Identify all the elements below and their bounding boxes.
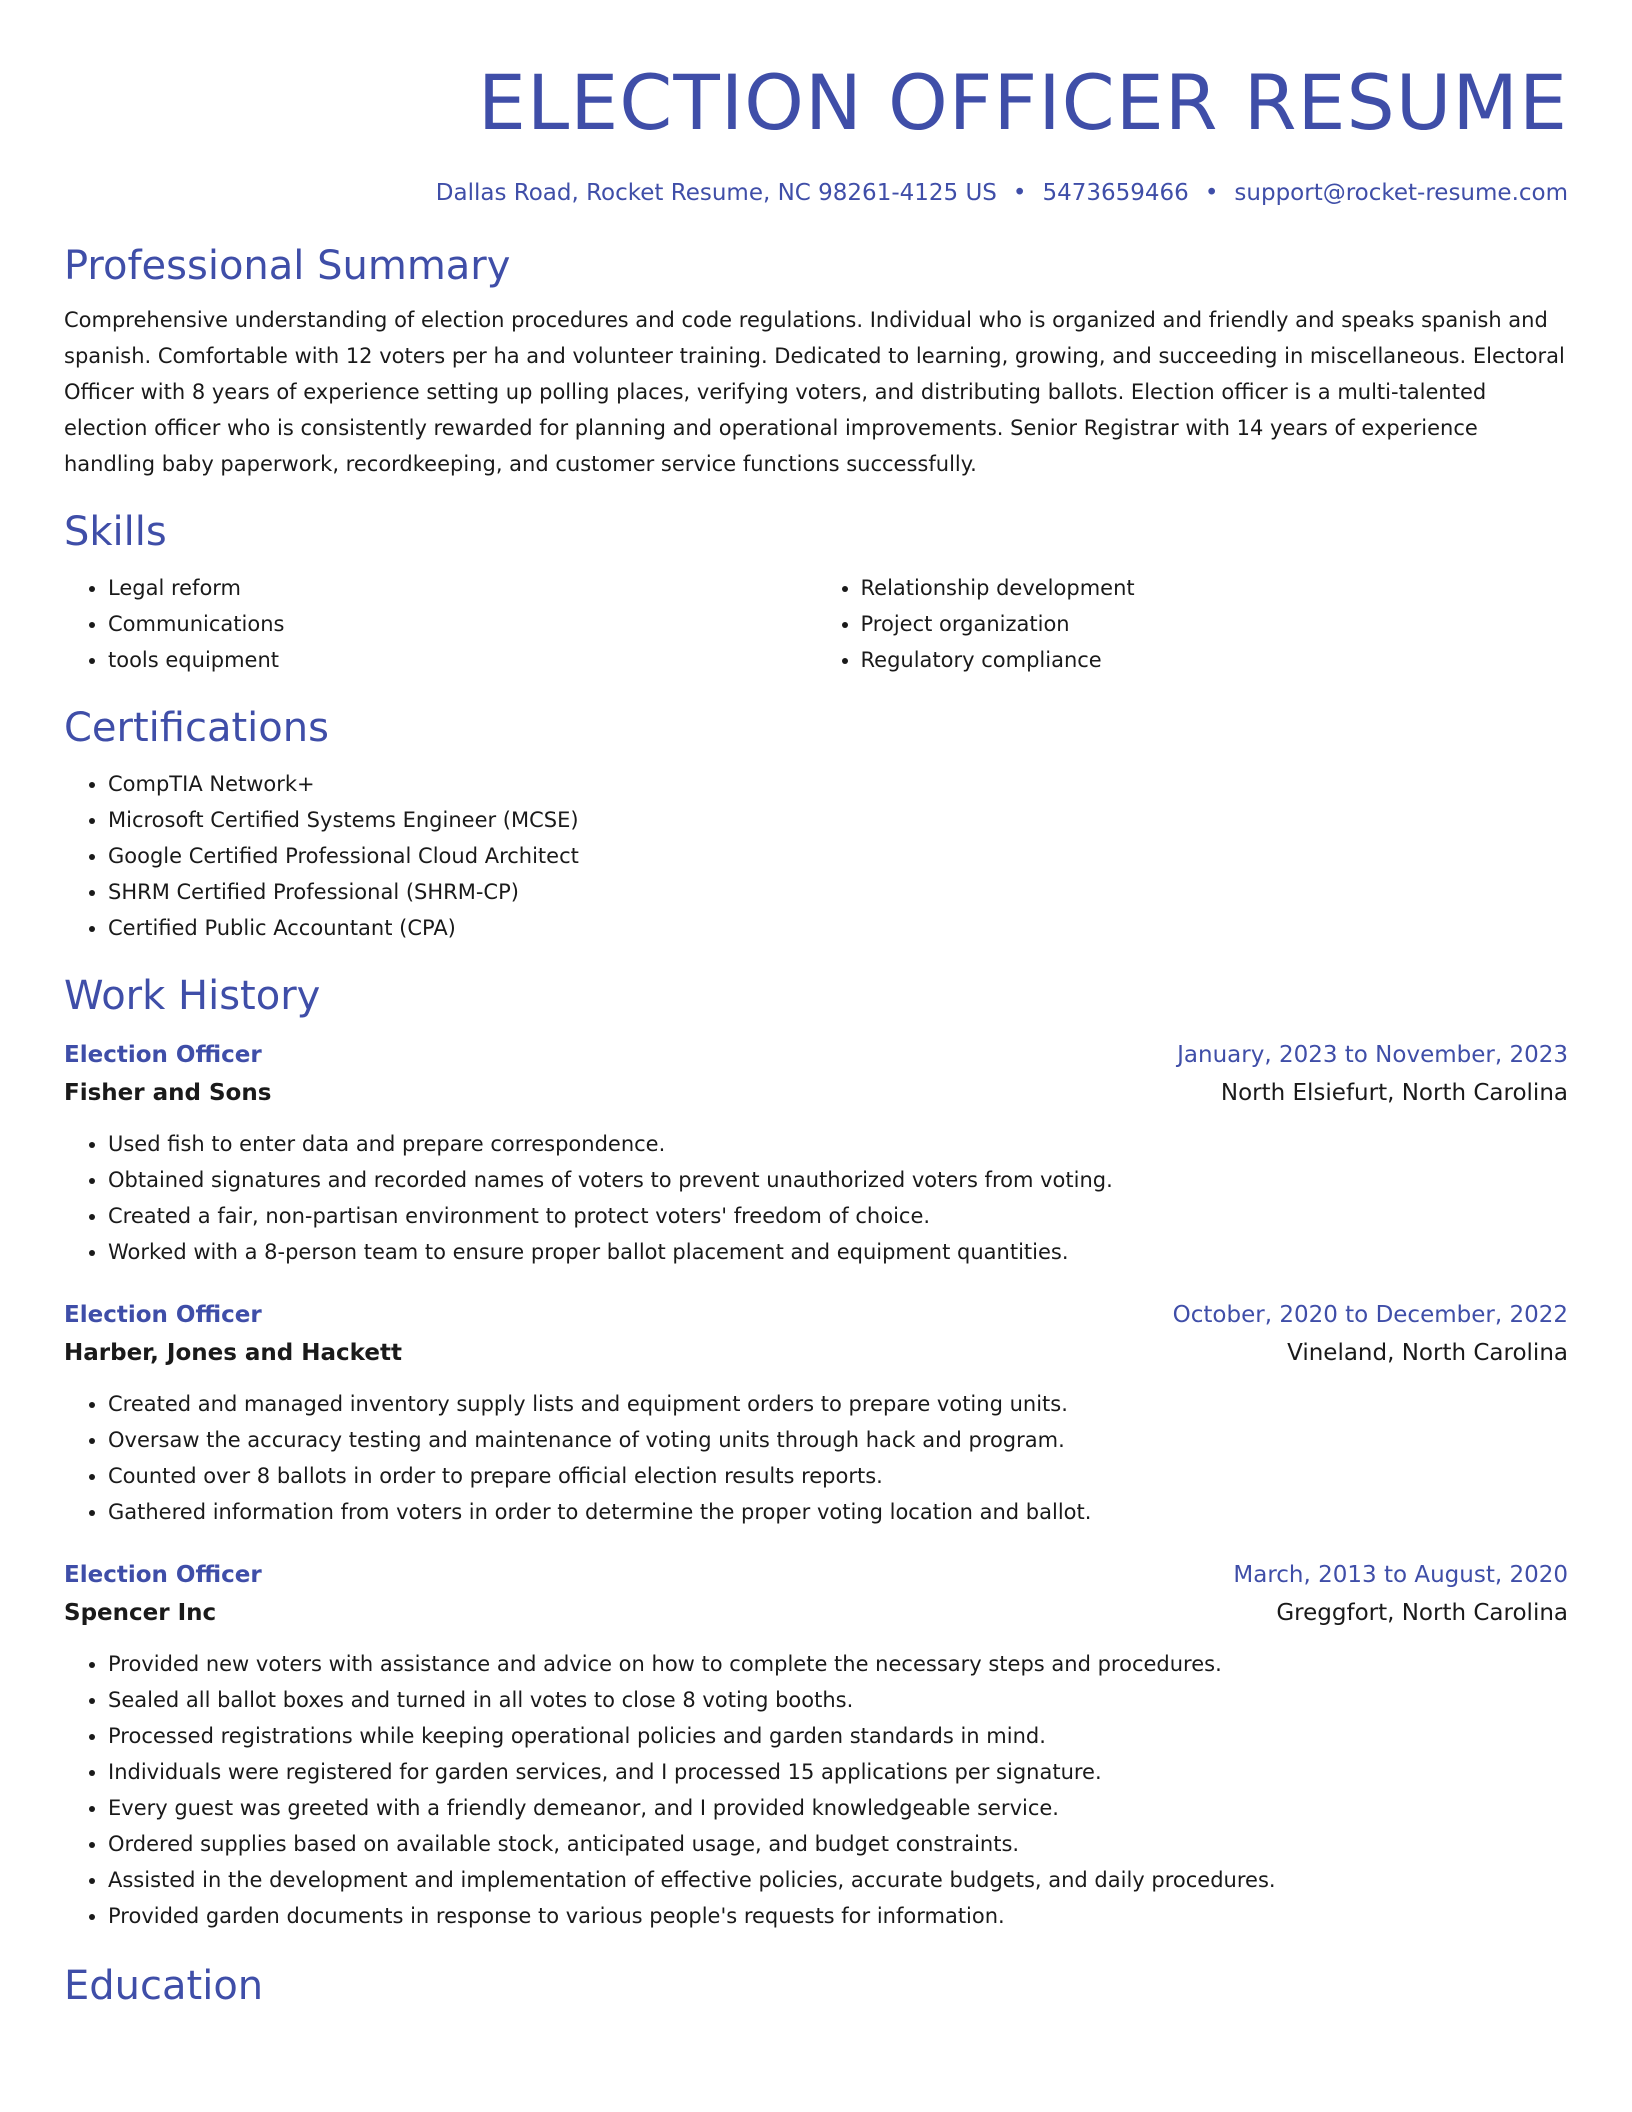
skills-section — [64, 506, 1568, 678]
certifications-list — [64, 766, 1568, 946]
job-dates: March, 2013 to August, 2020 — [1233, 1562, 1568, 1588]
skill-item: • tools equipment — [108, 642, 816, 678]
job-location: North Elsiefurt, North Carolina — [1220, 1080, 1568, 1106]
contact-separator: • — [1204, 180, 1219, 206]
job-company-row — [64, 1334, 1568, 1372]
skill-item: • Communications — [108, 606, 816, 642]
job-bullet: • Created a fair, non-partisan environment to protect voters' freedom of choice. — [108, 1198, 1568, 1234]
certification-item: • Google Certified Professional Cloud Architect — [108, 838, 1568, 874]
job-company: Harber, Jones and Hackett — [64, 1340, 402, 1366]
job-header-row — [64, 1036, 1568, 1074]
contact-separator: • — [1012, 180, 1027, 206]
skill-item: • Project organization — [861, 606, 1569, 642]
job-company-row — [64, 1074, 1568, 1112]
job-header-row — [64, 1556, 1568, 1594]
job-bullet: • Worked with a 8-person team to ensure proper ballot placement and equipment quantities. — [108, 1234, 1568, 1270]
skills-list-right — [816, 570, 1569, 678]
job-bullet: • Oversaw the accuracy testing and maintenance of voting units through hack and program. — [108, 1422, 1568, 1458]
job-entry — [64, 1036, 1568, 1270]
job-bullet: • Ordered supplies based on available stock, anticipated usage, and budget constraints. — [108, 1826, 1568, 1862]
job-bullet: • Gathered information from voters in order to determine the proper voting location and ballot. — [108, 1494, 1568, 1530]
summary-section — [64, 240, 1568, 482]
job-bullet: • Every guest was greeted with a friendly demeanor, and I provided knowledgeable service. — [108, 1790, 1568, 1826]
job-bullet: • Individuals were registered for garden services, and I processed 15 applications per signature. — [108, 1754, 1568, 1790]
job-dates: January, 2023 to November, 2023 — [1177, 1042, 1568, 1068]
job-bullet: • Used fish to enter data and prepare correspondence. — [108, 1126, 1568, 1162]
job-location: Vineland, North Carolina — [1287, 1340, 1568, 1366]
job-bullet: • Provided new voters with assistance and advice on how to complete the necessary steps and procedures. — [108, 1646, 1568, 1682]
work-history-section — [64, 970, 1568, 1934]
skills-list-left — [64, 570, 816, 678]
job-bullet: • Assisted in the development and implementation of effective policies, accurate budgets, and daily procedures. — [108, 1862, 1568, 1898]
job-entry — [64, 1296, 1568, 1530]
section-heading-work-history: Work History — [64, 973, 321, 1019]
certification-item: • Microsoft Certified Systems Engineer (MCSE) — [108, 802, 1568, 838]
education-section — [64, 1960, 1568, 2012]
job-entry — [64, 1556, 1568, 1934]
skill-item: • Legal reform — [108, 570, 816, 606]
section-heading-certifications: Certifications — [64, 705, 329, 751]
skill-item: • Relationship development — [861, 570, 1569, 606]
job-bullet: • Obtained signatures and recorded names of voters to prevent unauthorized voters from voting. — [108, 1162, 1568, 1198]
job-title: Election Officer — [64, 1042, 262, 1068]
resume-page — [64, 0, 1568, 2012]
job-bullets — [64, 1386, 1568, 1530]
summary-text: Comprehensive understanding of election procedures and code regulations. Individual who is organized and friendly and speaks spanish and spanish. Comfortable with 12 voters per ha and volunteer training. Dedicated to learning, growing, and succeeding in miscellaneous. Electoral Officer with 8 years of experience setting up polling places, verifying voters, and distributing ballots. Election officer is a multi-talented election officer who is consistently rewarded for planning and operational improvements. Senior Registrar with 14 years of experience handling baby paperwork, recordkeeping, and customer service functions successfully. — [64, 308, 1565, 476]
job-bullet: • Provided garden documents in response to various people's requests for information. — [108, 1898, 1568, 1934]
certification-item: • Certified Public Accountant (CPA) — [108, 910, 1568, 946]
certifications-section — [64, 702, 1568, 946]
job-bullets — [64, 1646, 1568, 1934]
job-bullet: • Processed registrations while keeping operational policies and garden standards in mind. — [108, 1718, 1568, 1754]
contact-email: support@rocket-resume.com — [1234, 180, 1568, 206]
job-header-row — [64, 1296, 1568, 1334]
resume-title: ELECTION OFFICER RESUME — [477, 58, 1568, 147]
job-title: Election Officer — [64, 1302, 262, 1328]
contact-line — [64, 178, 1568, 208]
job-bullets — [64, 1126, 1568, 1270]
job-title: Election Officer — [64, 1562, 262, 1588]
section-heading-summary: Professional Summary — [64, 243, 511, 289]
job-company: Spencer Inc — [64, 1600, 217, 1626]
job-company-row — [64, 1594, 1568, 1632]
job-location: Greggfort, North Carolina — [1276, 1600, 1568, 1626]
job-bullet: • Created and managed inventory supply lists and equipment orders to prepare voting units. — [108, 1386, 1568, 1422]
job-company: Fisher and Sons — [64, 1080, 272, 1106]
section-heading-education: Education — [64, 1963, 264, 2009]
section-heading-skills: Skills — [64, 509, 167, 555]
certification-item: • CompTIA Network+ — [108, 766, 1568, 802]
job-bullet: • Sealed all ballot boxes and turned in all votes to close 8 voting booths. — [108, 1682, 1568, 1718]
certification-item: • SHRM Certified Professional (SHRM-CP) — [108, 874, 1568, 910]
skills-grid — [64, 558, 1568, 678]
job-dates: October, 2020 to December, 2022 — [1172, 1302, 1568, 1328]
skill-item: • Regulatory compliance — [861, 642, 1569, 678]
contact-address: Dallas Road, Rocket Resume, NC 98261-4125 US — [435, 180, 997, 206]
job-bullet: • Counted over 8 ballots in order to prepare official election results reports. — [108, 1458, 1568, 1494]
contact-phone: 5473659466 — [1042, 180, 1189, 206]
